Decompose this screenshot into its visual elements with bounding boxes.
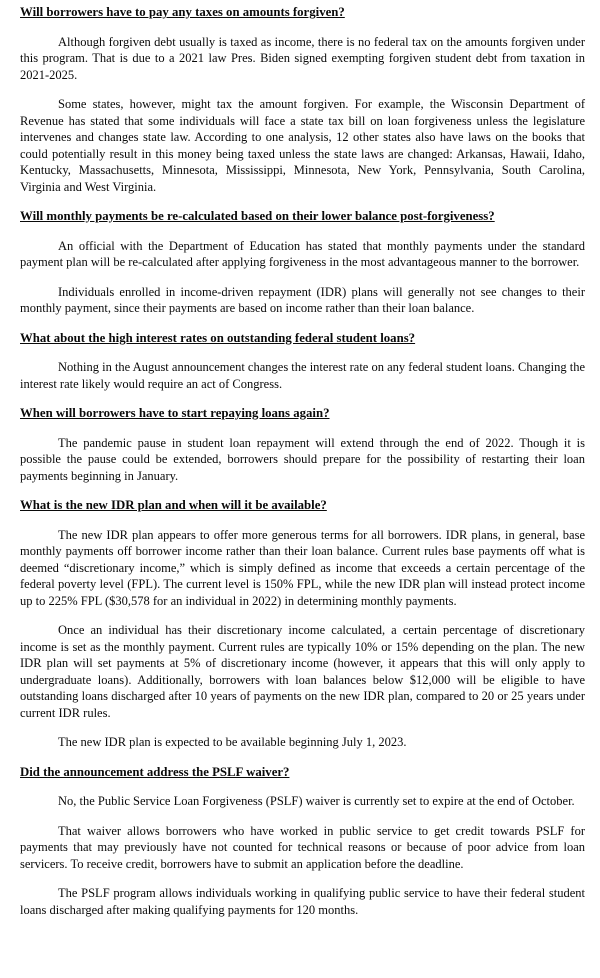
- answer-paragraph: The new IDR plan is expected to be available beginning July 1, 2023.: [58, 735, 407, 749]
- section-monthly-payments-recalculated: [20, 208, 585, 317]
- answer-paragraph: Individuals enrolled in income-driven repayment (IDR) plans will generally not see changes to their monthly payment, since their payments are based on income rather than their loan balance.: [20, 284, 585, 315]
- question-heading: What is the new IDR plan and when will it be available?: [20, 498, 327, 512]
- section-interest-rates: [20, 330, 585, 393]
- section-pslf-waiver: [20, 764, 585, 919]
- answer-paragraph: The pandemic pause in student loan repayment will extend through the end of 2022. Though it is possible the pause could be extended, borrowers should prepare for the possibility of restarting their loan payments beginning in January.: [20, 435, 585, 483]
- question-heading: Did the announcement address the PSLF waiver?: [20, 764, 290, 779]
- answer-paragraph: The new IDR plan appears to offer more generous terms for all borrowers. IDR plans, in general, base monthly payments off borrower income rather than their loan balance. Current rules base payments off what is deemed “discretionary income,” which is simply defined as income that exceeds a certain percentage of the federal poverty level (FPL). The current level is 150% FPL, while the new IDR plan will instead protect income up to 225% FPL ($30,578 for an individual in 2022) in determining monthly payments.: [20, 527, 585, 608]
- answer-paragraph: No, the Public Service Loan Forgiveness (PSLF) waiver is currently set to expire at the end of October.: [58, 794, 575, 808]
- question-heading: Will borrowers have to pay any taxes on amounts forgiven?: [20, 5, 345, 19]
- answer-paragraph: Some states, however, might tax the amount forgiven. For example, the Wisconsin Department of Revenue has stated that some individuals will face a state tax bill on loan forgiveness unless the legislature intervenes and changes state law. According to one analysis, 12 other states also have laws on the books that could potentially result in this money being taxed unless the state laws are changed: Arkansas, Hawaii, Idaho, Kentucky, Massachusetts, Minnesota, Mississippi, Minnesota, New York, Pennsylvania, South Carolina, Virginia and West Virginia.: [20, 97, 585, 194]
- answer-paragraph: Once an individual has their discretionary income calculated, a certain percentage of discretionary income is set as the monthly payment. Current rules are typically 10% or 15% depending on the plan. The new IDR plan will set payments at 5% of discretionary income (however, it appears that this will only apply to undergraduate loans). Additionally, borrowers with loan balances below $12,000 will be eligible to have outstanding loans discharged after 10 years of payments on the new IDR plan, compared to 20 or 25 years under current IDR rules.: [20, 623, 585, 720]
- answer-paragraph: The PSLF program allows individuals working in qualifying public service to have their federal student loans discharged after making qualifying payments for 120 months.: [20, 886, 585, 917]
- question-heading: What about the high interest rates on outstanding federal student loans?: [20, 330, 416, 345]
- section-taxes-on-forgiveness: [20, 4, 585, 195]
- answer-paragraph: An official with the Department of Education has stated that monthly payments under the standard payment plan will be re-calculated after applying forgiveness in the most advantageous manner to the borrower.: [20, 238, 585, 269]
- question-heading: When will borrowers have to start repaying loans again?: [20, 406, 330, 420]
- answer-paragraph: Nothing in the August announcement changes the interest rate on any federal student loans. Changing the interest rate likely would require an act of Congress.: [20, 360, 585, 391]
- section-new-idr-plan: [20, 497, 585, 751]
- answer-paragraph: That waiver allows borrowers who have worked in public service to get credit towards PSLF for payments that may previously have not counted for technical reasons or because of poor advice from loan servicers. To receive credit, borrowers have to submit an application before the deadline.: [20, 823, 585, 871]
- question-heading: Will monthly payments be re-calculated based on their lower balance post-forgiveness?: [20, 209, 495, 223]
- section-repaying-loans: [20, 405, 585, 484]
- answer-paragraph: Although forgiven debt usually is taxed as income, there is no federal tax on the amounts forgiven under this program. That is due to a 2021 law Pres. Biden signed exempting forgiven student debt from taxation in 2021-2025.: [20, 34, 585, 82]
